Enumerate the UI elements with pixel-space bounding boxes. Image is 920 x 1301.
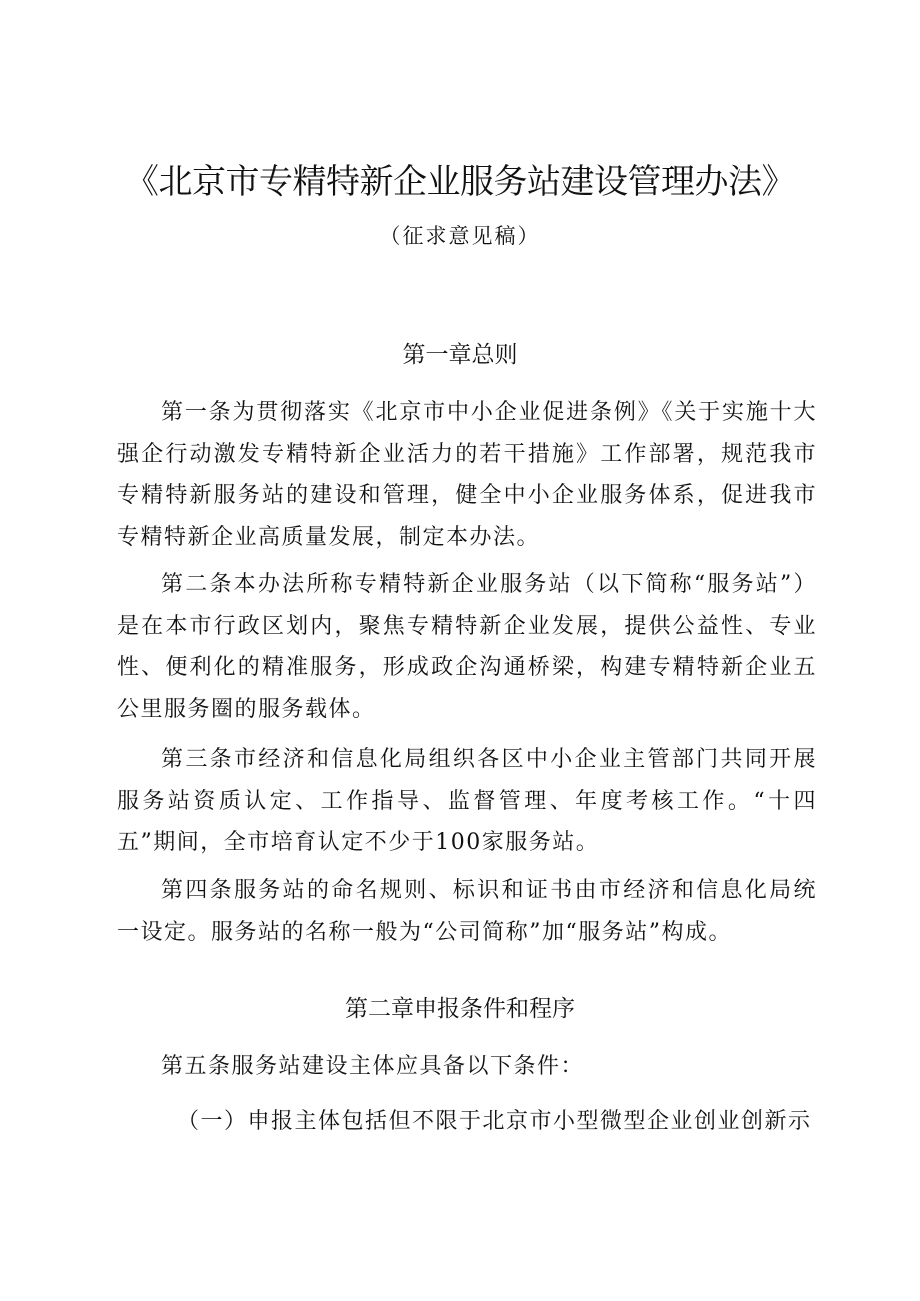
chapter-heading-1: 第一章总则 (402, 342, 518, 368)
article-5-paragraph: 第五条服务站建设主体应具备以下条件： (161, 1054, 585, 1079)
article-2-paragraph: 第二条本办法所称专精特新企业服务站（以下简称“服务站”）是在本市行政区划内，聚焦专精特新企业发展，提供公益性、专业性、便利化的精准服务，形成政企沟通桥梁，构建专精特新企业五公里服务圈的服务载体。 (117, 572, 817, 722)
article-1-paragraph: 第一条为贯彻落实《北京市中小企业促进条例》《关于实施十大强企行动激发专精特新企业活力的若干措施》工作部署，规范我市专精特新服务站的建设和管理，健全中小企业服务体系，促进我市专精特新企业高质量发展，制定本办法。 (117, 400, 817, 550)
chapter-heading-2: 第二章申报条件和程序 (345, 996, 575, 1022)
article-3-paragraph: 第三条市经济和信息化局组织各区中小企业主管部门共同开展服务站资质认定、工作指导、监督管理、年度考核工作。“十四五”期间，全市培育认定不少于100家服务站。 (117, 747, 817, 855)
document-title: 《北京市专精特新企业服务站建设管理办法》 (125, 162, 795, 202)
article-4-paragraph: 第四条服务站的命名规则、标识和证书由市经济和信息化局统一设定。服务站的名称一般为“公司简称”加“服务站”构成。 (117, 878, 817, 945)
document-subtitle: （征求意见稿） (379, 224, 541, 248)
article-5-item-1: （一）申报主体包括但不限于北京市小型微型企业创业创新示 (177, 1109, 812, 1134)
